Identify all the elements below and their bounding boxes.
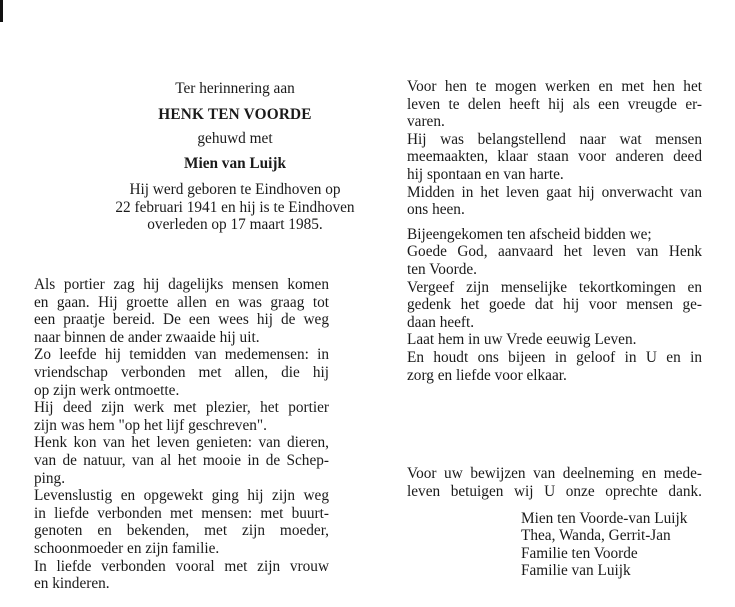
left-paragraph (34, 487, 329, 557)
left-line: genoten en bekenden, met zijn moeder, (34, 522, 329, 540)
signer: Thea, Wanda, Gerrit-Jan (521, 527, 671, 545)
prayer-line: gedenk het goede dat hij voor mensen ge- (407, 296, 702, 314)
left-paragraph (34, 434, 329, 487)
left-line: en gaan. Hij groette allen en was graag tot (34, 293, 329, 311)
memorial-header (110, 80, 360, 233)
prayer-line: daan heeft. (407, 313, 475, 331)
left-column-text (34, 276, 329, 593)
left-line: schoonmoeder en zijn familie. (34, 539, 220, 557)
left-line: in liefde verbonden met mensen: met buurt- (34, 504, 329, 522)
left-line: op zijn werk ontmoette. (34, 381, 180, 399)
right-line: leven te delen heeft hij als een vreugde er- (407, 95, 702, 113)
spouse-name: Mien van Luijk (184, 154, 286, 172)
left-paragraph (34, 346, 329, 399)
prayer-line: ten Voorde. (407, 260, 477, 278)
prayer-line: Laat hem in uw Vrede eeuwig Leven. (407, 331, 637, 349)
left-line: Levenslustig en opgewekt ging hij zijn weg (34, 487, 329, 505)
right-line: hij spontaan en van harte. (407, 165, 564, 183)
signer: Familie ten Voorde (521, 544, 638, 562)
right-paragraph (407, 184, 702, 219)
left-line: naar binnen de ander zwaaide hij uit. (34, 328, 260, 346)
prayer-paragraph (407, 243, 702, 278)
right-paragraph (407, 131, 702, 184)
prayer-paragraph (407, 279, 702, 332)
prayer-paragraph (407, 331, 702, 349)
birth-death-line: overleden op 17 maart 1985. (147, 215, 323, 233)
left-line: zijn was hem "op het lijf geschreven". (34, 416, 267, 434)
left-paragraph (34, 399, 329, 434)
right-line: ons heen. (407, 201, 465, 219)
prayer-line: Goede God, aanvaard het leven van Henk (407, 243, 702, 261)
prayer-line: En houdt ons bijeen in geloof in U en in (407, 348, 702, 366)
right-paragraph (407, 78, 702, 131)
left-line: ping. (34, 469, 66, 487)
left-line: een praatje bereid. De een wees hij de weg (34, 311, 329, 329)
right-line: varen. (407, 113, 445, 131)
married-label: gehuwd met (197, 130, 273, 148)
left-paragraph (34, 276, 329, 346)
left-line: Henk kon van het leven genieten: van dieren, (34, 434, 329, 452)
prayer-line: zorg en liefde voor elkaar. (407, 366, 567, 384)
right-line: meemaakten, klaar staan voor anderen deed (407, 148, 702, 166)
left-line: en kinderen. (34, 575, 110, 593)
left-line: vriendschap verbonden met allen, die hij (34, 363, 329, 381)
birth-death-line: 22 februari 1941 en hij is te Eindhoven (115, 198, 355, 216)
right-line: Midden in het leven gaat hij onverwacht van (407, 183, 702, 201)
left-line: Als portier zag hij dagelijks mensen komen (34, 276, 329, 293)
right-line: Hij was belangstellend naar wat mensen (407, 130, 702, 148)
signer: Familie van Luijk (521, 562, 631, 580)
signers-list (521, 510, 687, 580)
thanks-line: leven betuigen wij U onze oprechte dank. (407, 482, 702, 500)
left-line: van de natuur, van al het mooie in de Schep- (34, 451, 329, 469)
thanks-text (407, 465, 702, 500)
prayer-line: Vergeef zijn menselijke tekortkomingen en (407, 278, 702, 296)
deceased-name: HENK TEN VOORDE (158, 105, 312, 123)
prayer-paragraph (407, 349, 702, 384)
right-column-text (407, 78, 702, 384)
scan-edge-mark (0, 0, 3, 22)
prayer-line: Bijeengekomen ten afscheid bidden we; (407, 225, 652, 243)
left-line: Zo leefde hij temidden van medemensen: in (34, 346, 329, 364)
left-line: In liefde verbonden vooral met zijn vrouw (34, 557, 329, 575)
thanks-line: Voor uw bewijzen van deelneming en mede- (407, 465, 702, 482)
signer: Mien ten Voorde-van Luijk (521, 510, 688, 527)
birth-death-line: Hij werd geboren te Eindhoven op (129, 181, 341, 199)
birth-death-text (110, 181, 360, 233)
right-line: Voor hen te mogen werken en met hen het (407, 78, 702, 95)
left-line: Hij deed zijn werk met plezier, het portier (34, 399, 329, 417)
left-paragraph (34, 558, 329, 593)
prayer-paragraph (407, 226, 702, 244)
intro-text: Ter herinnering aan (175, 80, 295, 97)
